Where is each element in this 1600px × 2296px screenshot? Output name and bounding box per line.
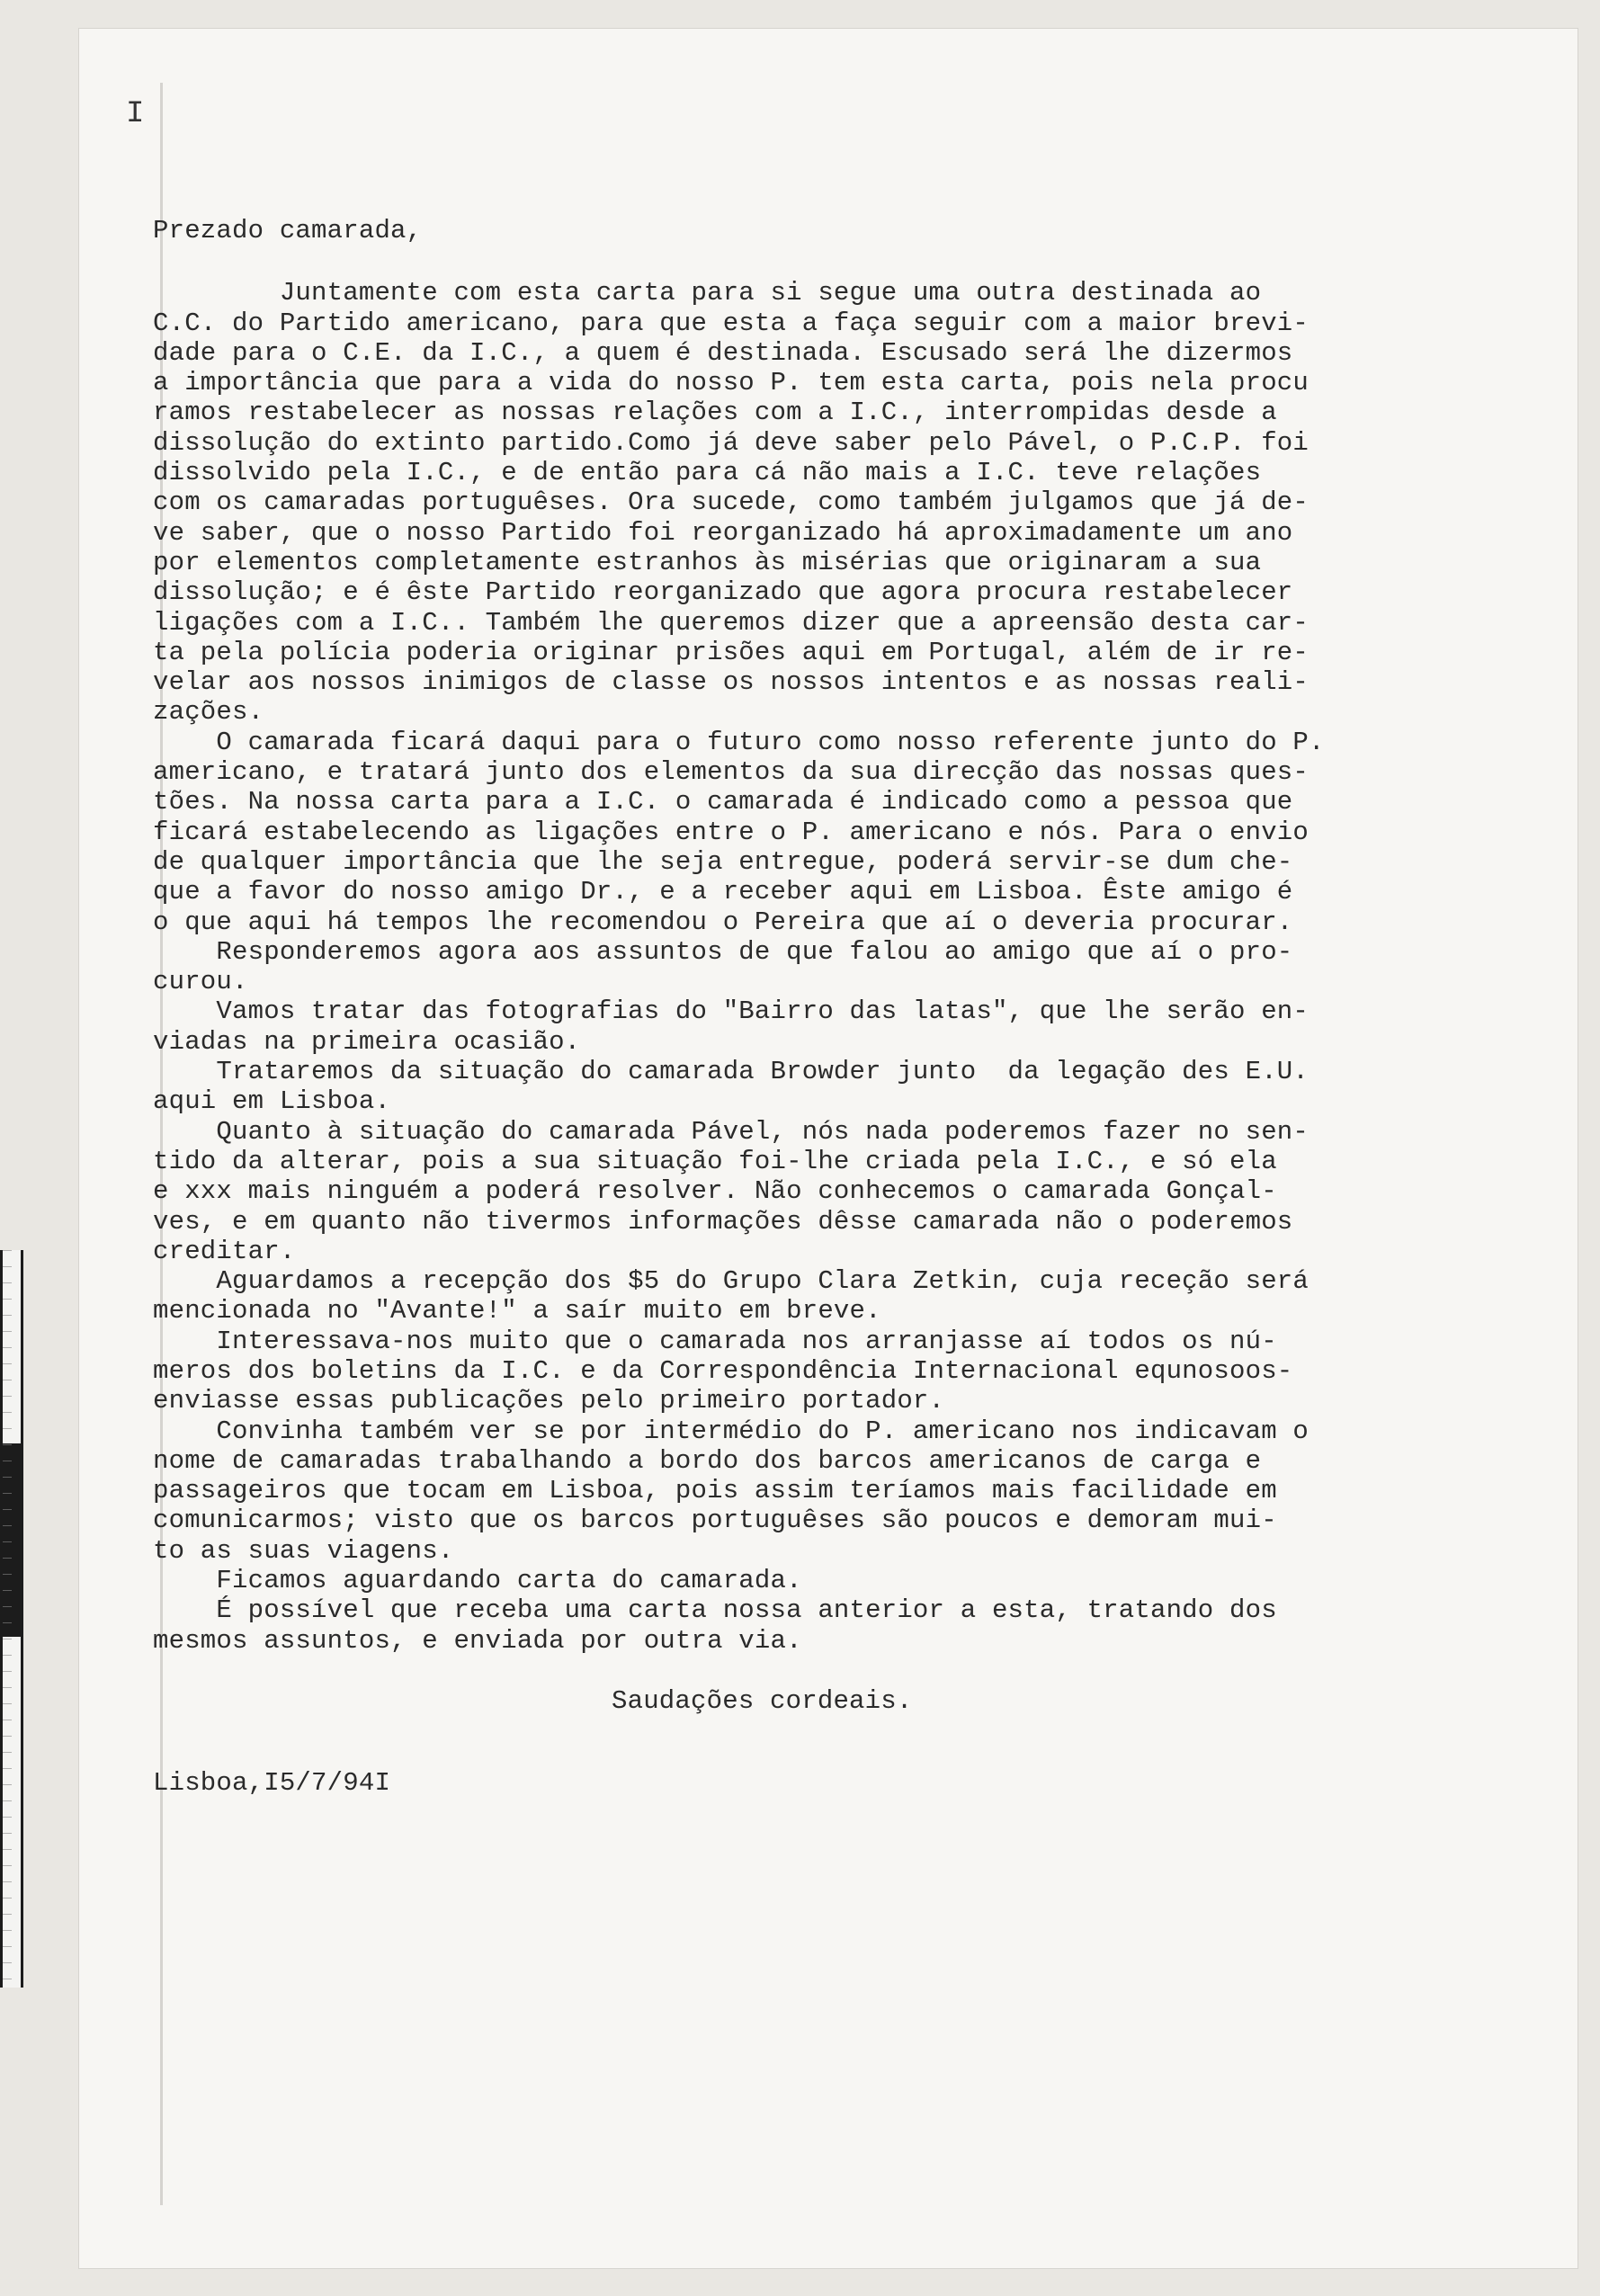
letter-line: viadas na primeira ocasião. (153, 1026, 581, 1057)
letter-line: tões. Na nossa carta para a I.C. o camarada é indicado como a pessoa que (153, 787, 1293, 817)
letter-line: dissolução; e é êste Partido reorganizado que agora procura restabelecer (153, 577, 1293, 608)
letter-line: americano, e tratará junto dos elementos da sua direcção das nossas ques- (153, 757, 1309, 788)
salutation: Prezado camarada, (153, 216, 423, 246)
letter-line: aqui em Lisboa. (153, 1086, 391, 1117)
letter-line: mencionada no "Avante!" a saír muito em breve. (153, 1296, 881, 1327)
letter-line: que a favor do nosso amigo Dr., e a receber aqui em Lisboa. Êste amigo é (153, 877, 1293, 907)
letter-line: zações. (153, 697, 264, 728)
scale-bar-ticks (3, 1250, 12, 1988)
letter-line: meros dos boletins da I.C. e da Correspondência Internacional equnosoos- (153, 1355, 1293, 1386)
letter-line: a importância que para a vida do nosso P. tem esta carta, pois nela procu (153, 368, 1309, 398)
letter-line: por elementos completamente estranhos às misérias que originaram a sua (153, 547, 1262, 577)
letter-line: enviasse essas publicações pelo primeiro portador. (153, 1386, 945, 1416)
dateline: Lisboa,I5/7/94I (153, 1768, 391, 1799)
letter-line: o que aqui há tempos lhe recomendou o Pereira que aí o deveria procurar. (153, 907, 1293, 937)
letter-line: ficará estabelecendo as ligações entre o P. americano e nós. Para o envio (153, 817, 1309, 847)
letter-line: ves, e em quanto não tivermos informações dêsse camarada não o poderemos (153, 1206, 1293, 1237)
letter-line: Vamos tratar das fotografias do "Bairro das latas", que lhe serão en- (153, 996, 1309, 1027)
closing: Saudações cordeais. (612, 1685, 913, 1716)
letter-line: Aguardamos a recepção dos $5 do Grupo Clara Zetkin, cuja receção será (153, 1266, 1309, 1297)
letter-line: e xxx mais ninguém a poderá resolver. Não conhecemos o camarada Gonçal- (153, 1176, 1277, 1207)
letter-line: Interessava-nos muito que o camarada nos arranjasse aí todos os nú- (153, 1326, 1277, 1356)
letter-line: de qualquer importância que lhe seja entregue, poderá servir-se dum che- (153, 846, 1293, 877)
letter-line: O camarada ficará daqui para o futuro como nosso referente junto do P. (153, 727, 1325, 757)
letter-line: mesmos assuntos, e enviada por outra via. (153, 1625, 802, 1656)
letter-line: to as suas viagens. (153, 1535, 454, 1566)
letter-line: comunicarmos; visto que os barcos portuguêses são poucos e demoram mui- (153, 1505, 1277, 1536)
letter-line: tido da alterar, pois a sua situação foi-lhe criada pela I.C., e só ela (153, 1146, 1277, 1176)
letter-line: dade para o C.E. da I.C., a quem é destinada. Escusado será lhe dizermos (153, 337, 1293, 368)
letter-line: Trataremos da situação do camarada Browder junto da legação des E.U. (153, 1057, 1309, 1087)
letter-line: C.C. do Partido americano, para que esta a faça seguir com a maior brevi- (153, 308, 1309, 338)
letter-line: Ficamos aguardando carta do camarada. (153, 1566, 802, 1596)
letter-line: ramos restabelecer as nossas relações com a I.C., interrompidas desde a (153, 398, 1277, 428)
letter-line: Juntamente com esta carta para si segue uma outra destinada ao (153, 278, 1262, 308)
letter-line: ve saber, que o nosso Partido foi reorganizado há aproximadamente um ano (153, 517, 1293, 548)
letter-line: Convinha também ver se por intermédio do P. americano nos indicavam o (153, 1416, 1309, 1446)
letter-line: curou. (153, 967, 248, 997)
letter-line: velar aos nossos inimigos de classe os nossos intentos e as nossas reali- (153, 667, 1309, 698)
letter-line: É possível que receba uma carta nossa anterior a esta, tratando dos (153, 1595, 1277, 1626)
letter-line: creditar. (153, 1236, 296, 1266)
letter-line: dissolvido pela I.C., e de então para cá não mais a I.C. teve relações (153, 458, 1262, 488)
letter-text (153, 216, 1475, 1799)
letter-line: nome de camaradas trabalhando a bordo dos barcos americanos de carga e (153, 1445, 1262, 1476)
scale-bar (0, 1250, 23, 1988)
letter-line: ligações com a I.C.. Também lhe queremos dizer que a apreensão desta car- (153, 607, 1309, 638)
letter-line: ta pela polícia poderia originar prisões aqui em Portugal, além de ir re- (153, 637, 1309, 667)
letter-line: dissolução do extinto partido.Como já deve saber pelo Pável, o P.C.P. foi (153, 427, 1309, 458)
letter-body (153, 278, 1475, 1656)
margin-mark: I (126, 97, 145, 131)
letter-line: Responderemos agora aos assuntos de que falou ao amigo que aí o pro- (153, 936, 1293, 967)
letter-line: com os camaradas portuguêses. Ora sucede, como também julgamos que já de- (153, 487, 1309, 518)
letter-line: Quanto à situação do camarada Pável, nós nada poderemos fazer no sen- (153, 1116, 1309, 1147)
letter-line: passageiros que tocam em Lisboa, pois assim teríamos mais facilidade em (153, 1476, 1277, 1506)
